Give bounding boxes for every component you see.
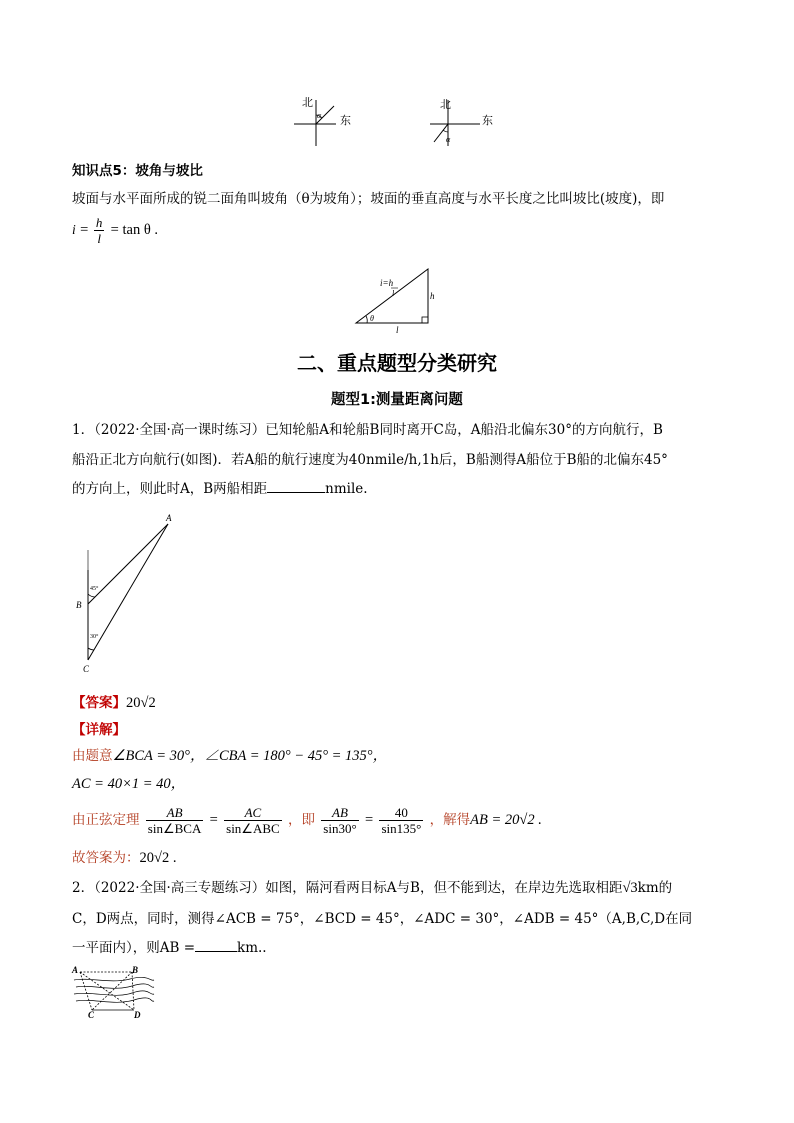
formula-i: i: [72, 222, 76, 237]
slope-theta-label: θ: [370, 314, 374, 323]
point-a-label: A: [72, 965, 79, 975]
slope-i-den: l: [392, 289, 395, 298]
slope-i-label: i=h: [380, 278, 394, 288]
q2-line2: C，D两点，同时，测得∠ACB = 75°，∠BCD = 45°，∠ADC = 30°，∠ADB = 45°（A,B,C,D在同: [72, 911, 693, 927]
slope-h-label: h: [430, 291, 435, 301]
q1-line3: 的方向上，则此时A，B两船相距 nmile.: [72, 481, 368, 497]
point-a-label: A: [166, 513, 172, 523]
formula-h: h: [95, 215, 103, 230]
compass-east-label: 东: [482, 115, 493, 127]
q2-line1: 2．（2022·全国·高三专题练习）如图，隔河看两目标A与B，但不能到达，在岸边先选取相距√3km的: [72, 880, 673, 896]
question-type-heading: 题型1:测量距离问题: [331, 392, 463, 408]
q1-line1: 1．（2022·全国·高一课时练习）已知轮船A和轮船B同时离开C岛，A船沿北偏东30°的方向航行，B: [72, 422, 663, 438]
angle-45-label: 45°: [90, 586, 99, 592]
section-heading: 二、重点题型分类研究: [297, 351, 497, 375]
compass-north-label: 北: [302, 97, 313, 109]
answer-label: 【答案】: [72, 695, 126, 711]
formula-l: l: [97, 231, 101, 246]
answer-value: 20√2: [126, 695, 156, 711]
answer-blank: [267, 492, 325, 493]
detail-label: 【详解】: [72, 722, 126, 738]
point-d-label: D: [134, 1010, 141, 1020]
formula-tail: = tan θ .: [110, 222, 159, 238]
answer-row: [72, 693, 156, 713]
compass-angle-label: α: [446, 135, 451, 144]
knowledge-point-text: 坡面与水平面所成的锐二面角叫坡角（θ为坡角）；坡面的垂直高度与水平长度之比叫坡比(坡度)，即: [72, 191, 665, 207]
detail-line2: AC = 40×1 = 40，: [72, 776, 186, 792]
compass-east-label: 东: [340, 115, 351, 127]
compass-figure-right: [428, 94, 498, 148]
angle-30-label: 30°: [90, 634, 99, 640]
q2-river-figure: [70, 962, 160, 1024]
compass-figure-left: [290, 94, 360, 148]
point-c-label: C: [88, 1010, 95, 1020]
q1-line2: 船沿正北方向航行(如图)．若A船的航行速度为40nmile/h,1h后，B船测得A船位于B船的北偏东45°: [72, 452, 668, 468]
compass-north-label: 北: [440, 99, 451, 111]
detail-line1: 由题意∠BCA = 30°，∠CBA = 180° − 45° = 135°，: [72, 748, 388, 764]
point-b-label: B: [76, 600, 82, 610]
final-answer-row: 故答案为：20√2 .: [72, 850, 177, 866]
compass-angle-label: α: [317, 111, 322, 120]
answer-blank: [195, 951, 237, 952]
q2-line3: 一平面内），则AB = km..: [72, 940, 267, 956]
detail-line3: 由正弦定理 $\frac{AB}{\text{sin∠BCA}}$ = $\frac{AC}{\text{sin∠ABC}}$ ，即 $\frac{AB}{\sin 30^\circ}$ = $\frac{40}{\sin 135^\circ}$ ，解得AB = 20√2 .: [72, 805, 542, 836]
knowledge-point-title: 知识点5：坡角与坡比: [72, 163, 203, 179]
point-b-label: B: [132, 965, 139, 975]
slope-triangle-figure: [350, 265, 450, 335]
q1-triangle-figure: [72, 510, 182, 680]
point-c-label: C: [83, 664, 90, 674]
slope-formula: i = $\frac{h}{l}$ = tan θ .: [72, 215, 159, 246]
slope-l-label: l: [396, 325, 399, 335]
